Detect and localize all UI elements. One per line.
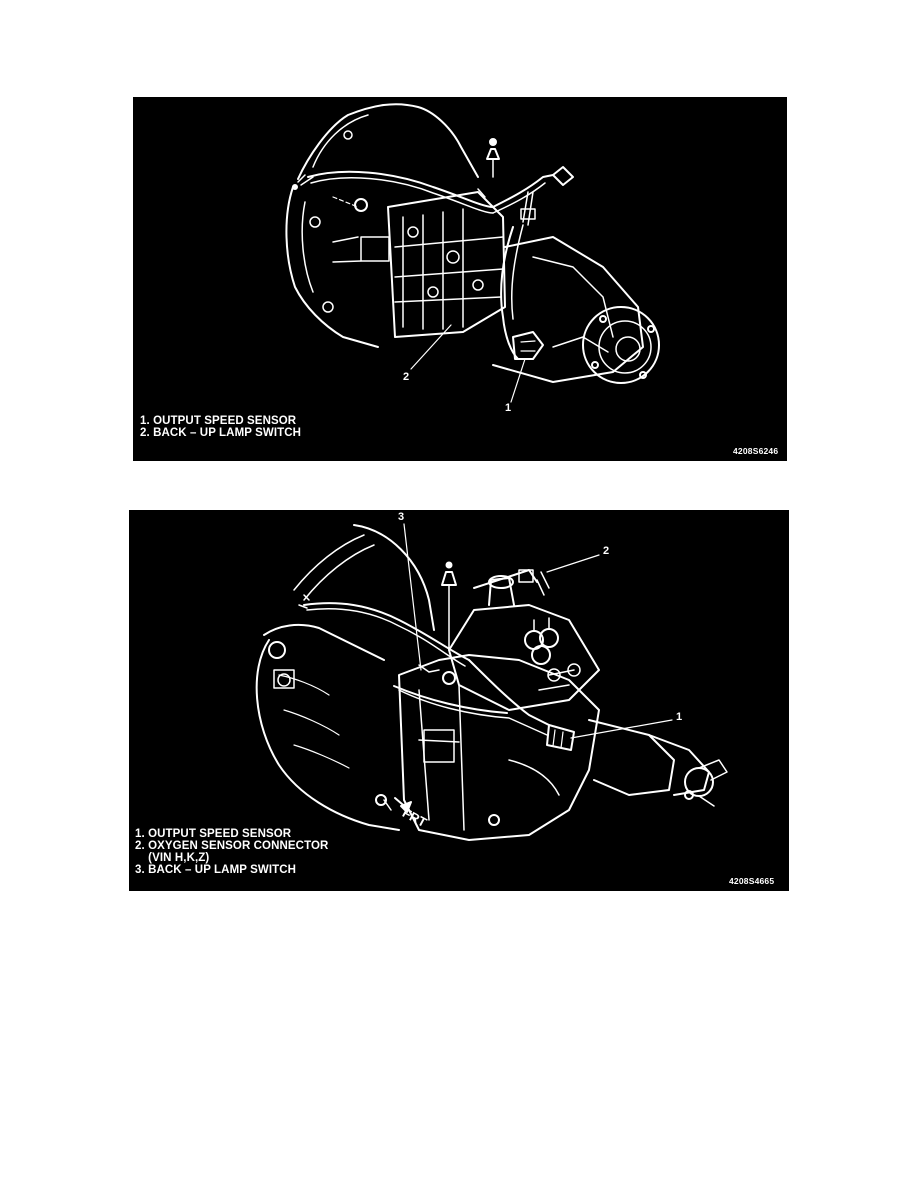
callout-3: 3 bbox=[398, 511, 405, 523]
bell-housing bbox=[354, 525, 434, 630]
wiring-harness bbox=[304, 603, 469, 660]
bell-housing-body bbox=[257, 640, 399, 830]
legend-item-1: 1. OUTPUT SPEED SENSOR bbox=[140, 415, 297, 427]
output-speed-sensor bbox=[547, 725, 574, 750]
extension-housing bbox=[589, 720, 674, 795]
transmission-diagram-1 bbox=[133, 97, 787, 461]
transmission-diagram-2 bbox=[129, 510, 789, 891]
legend-2 bbox=[135, 828, 328, 876]
bell-housing bbox=[298, 104, 478, 179]
wiring-harness bbox=[308, 172, 493, 207]
callout-2: 2 bbox=[603, 545, 610, 557]
callout-leader-1 bbox=[511, 359, 525, 402]
callout-leader-2 bbox=[411, 325, 451, 369]
direction-label-frt: FRT bbox=[399, 805, 430, 831]
legend-item-3: 3. BACK – UP LAMP SWITCH bbox=[135, 864, 297, 876]
legend-item-1: 1. OUTPUT SPEED SENSOR bbox=[135, 828, 292, 840]
legend-item-2: 2. OXYGEN SENSOR CONNECTOR bbox=[135, 840, 329, 852]
callout-leader-3 bbox=[404, 524, 421, 670]
legend-1 bbox=[140, 415, 301, 439]
callout-1: 1 bbox=[505, 402, 512, 414]
callout-2: 2 bbox=[403, 371, 410, 383]
legend-item-2-sub: (VIN H,K,Z) bbox=[135, 852, 210, 864]
shift-tower bbox=[449, 605, 599, 710]
output-flange bbox=[583, 307, 659, 383]
output-speed-sensor bbox=[513, 332, 543, 359]
figure-code-2: 4208S4665 bbox=[729, 876, 775, 886]
legend-item-2: 2. BACK – UP LAMP SWITCH bbox=[140, 427, 302, 439]
transmission-case bbox=[388, 192, 505, 337]
callout-leader-1 bbox=[571, 720, 672, 738]
figure-code-1: 4208S6246 bbox=[733, 446, 779, 456]
transmission-drawing-1 bbox=[133, 97, 787, 461]
callout-leader-2 bbox=[547, 555, 599, 572]
callout-1: 1 bbox=[676, 711, 683, 723]
